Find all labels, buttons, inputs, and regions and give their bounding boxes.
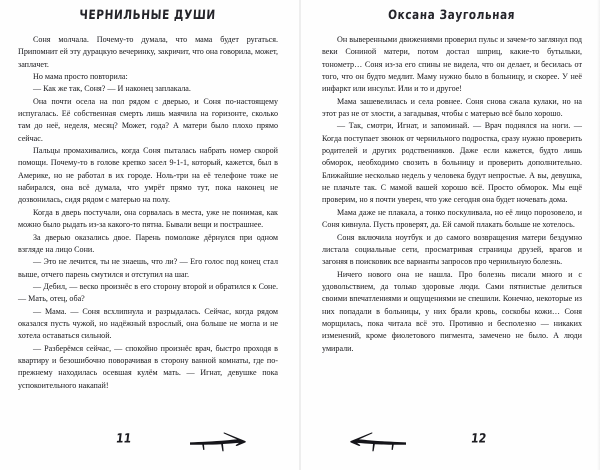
paragraph: Когда в дверь постучали, она сорвалась в места, уже не понимая, как можно было рыдать из-за какого-то пятна. Бывали вещи и пострашнее. — [18, 207, 278, 230]
right-page — [300, 0, 600, 470]
paragraph: Но мама просто повторила: — [33, 72, 128, 82]
paragraph: — Это не лечится, ты не знаешь, что ли? — Его голос под конец стал выше, отчего парень смутился и отступил на шаг. — [18, 257, 278, 279]
page-number: 11 — [115, 431, 133, 446]
arrow-right-icon — [190, 432, 246, 452]
paragraph: Соня включила ноутбук и до самого возвращения матери бездумно листала социальные сети, просматривая страницы друзей, врагов и загоняя в поисковик все варианты запросов про чернильную болезнь. — [322, 232, 582, 267]
paragraph: Соня молчала. Почему-то думала, что мама будет ругаться. Припомнит ей эту дурацкую вечеринку, закричит, что она говорила, может, заплачет. — [18, 35, 278, 69]
paragraph: Он выверенными движениями проверил пульс и зачем-то заглянул под веки Сониной матери, потом достал шприц, какие-то бутыльки, тонометр… Соня из-за его спины не видела, что он делает, и бесилась от того, что он будто медлит. Маму нужно было в больницу, и скорее. У неё инфаркт или инсульт. Или и то и другое! — [322, 35, 582, 94]
paragraph: — Разберёмся сейчас, — спокойно произнёс врач, быстро проходя в квартиру и безошибочно поворачивая в сторону ванной комнаты, где по-прежнему находилась осевшая кулём мать. — Игнат, девушке пока успокоительного накапай! — [18, 343, 278, 390]
paragraph: — Как же так, Соня? — И наконец заплакала. — [33, 84, 191, 94]
paragraph: Ничего нового она не нашла. Про болезнь писали много и с удовольствием, да только здоровые люди. Сами пятнистые делиться своими впечатлениями и ощущениями не спешили. Конечно, некоторые из них попадали в больницы, у них брали кровь, соскобы кожи… Соня морщилась, пока читала всё это. Противно и бесполезно — никаких изменений, кроме фиолетового пигмента, замечено не было. А люди умирали. — [322, 269, 582, 353]
paragraph: Пальцы промахивались, когда Соня пыталась набрать номер скорой помощи. Почему-то в голове крепко засел 9-1-1, который, кажется, был в Америке, но не работал в их городе. Ноль-три на её телефоне тоже не набирался, она всё думала, что умрёт прямо тут, пока наконец не дозвонилась, сидя рядом с матерью на полу. — [18, 146, 278, 205]
page-number: 12 — [469, 431, 487, 446]
paragraph: Она почти осела на пол рядом с дверью, и Соня по-настоящему испугалась. Её собственная смерть лишь маячила на горизонте, сколько там до неё, неделя, месяц? Может, года? А матери было плохо прямо сейчас. — [18, 96, 278, 143]
arrow-left-icon — [350, 432, 406, 452]
paragraph: — Дебил, — веско произнёс в его сторону второй и обратился к Соне. — Мать, отец, оба? — [18, 281, 278, 304]
right-page-running-head: Оксана Заугольная — [387, 8, 516, 23]
paragraph: За дверью оказались двое. Парень помоложе дёрнулся при одном взгляде на лицо Сони. — [18, 232, 278, 254]
paragraph: — Так, смотри, Игнат, и запоминай. — Врач поднялся на ноги. — Когда поступает звонок от чернильного подростка, сразу нужно проверить родителей и других родственников. Даже если кажется, будто лишь обморок, необходимо свозить в больницу и проверить дополнительно. Ближайшие несколько недель у человека будут непростые. А вы, девушка, не плачьте так. С мамой вашей хорошо всё. Просто обморок. Мы ещё проверим, но я почти уверен, что уже сегодня она будет ночевать дома. — [322, 121, 582, 205]
paragraph: Мама даже не плакала, а тонко поскуливала, но её лицо порозовело, и Соня кивнула. Пусть проверят, да. Ей самой плакать больше не хотелось. — [322, 207, 582, 230]
right-page-footer — [322, 424, 582, 470]
right-page-body-text — [322, 34, 582, 424]
paragraph: — Мама. — Соня всхлипнула и разрыдалась. Сейчас, когда рядом оказался пусть чужой, но надёжный взрослый, она больше не могла и не хотела оставаться сильной. — [18, 306, 278, 341]
left-page-running-head: ЧЕРНИЛЬНЫЕ ДУШИ — [78, 8, 217, 23]
paragraph: Мама зашевелилась и села ровнее. Соня снова сжала кулаки, но на этот раз не от злости, а загадывая, чтобы с матерью всё было хорошо. — [322, 96, 582, 119]
left-page-body-text — [18, 34, 278, 424]
left-page-footer — [18, 424, 278, 470]
